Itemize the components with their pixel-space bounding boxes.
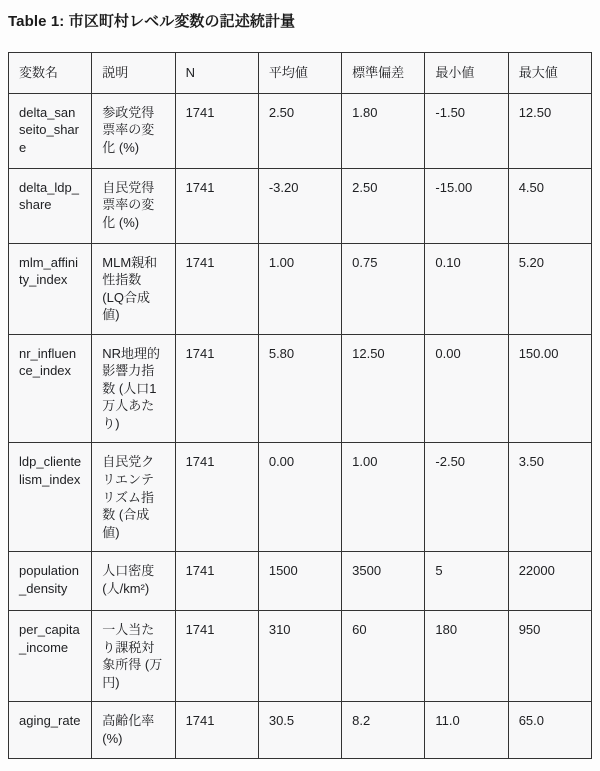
cell-n: 1741 <box>175 702 258 759</box>
table-row <box>9 93 592 168</box>
cell-max: 12.50 <box>508 93 591 168</box>
table-row <box>9 168 592 243</box>
cell-variable-name: ldp_clientelism_index <box>9 443 92 552</box>
cell-description: 自民党クリエンテリズム指数 (合成値) <box>92 443 175 552</box>
page-title: Table 1: 市区町村レベル変数の記述統計量 <box>8 13 296 30</box>
cell-description: 自民党得票率の変化 (%) <box>92 168 175 243</box>
cell-n: 1741 <box>175 611 258 702</box>
col-header-min: 最小値 <box>425 53 508 94</box>
table-row <box>9 611 592 702</box>
cell-min: -2.50 <box>425 443 508 552</box>
cell-n: 1741 <box>175 443 258 552</box>
cell-min: -1.50 <box>425 93 508 168</box>
cell-mean: 2.50 <box>258 93 341 168</box>
cell-max: 22000 <box>508 552 591 611</box>
cell-n: 1741 <box>175 552 258 611</box>
table-row <box>9 443 592 552</box>
header-row <box>9 53 592 94</box>
cell-sd: 2.50 <box>342 168 425 243</box>
cell-sd: 12.50 <box>342 334 425 443</box>
cell-variable-name: mlm_affinity_index <box>9 243 92 334</box>
cell-max: 65.0 <box>508 702 591 759</box>
cell-mean: 0.00 <box>258 443 341 552</box>
cell-max: 950 <box>508 611 591 702</box>
cell-description: 高齢化率 (%) <box>92 702 175 759</box>
cell-n: 1741 <box>175 168 258 243</box>
cell-description: NR地理的影響力指数 (人口1万人あたり) <box>92 334 175 443</box>
table-row <box>9 552 592 611</box>
cell-max: 4.50 <box>508 168 591 243</box>
cell-n: 1741 <box>175 334 258 443</box>
cell-description: MLM親和性指数 (LQ合成値) <box>92 243 175 334</box>
cell-mean: 5.80 <box>258 334 341 443</box>
cell-min: 5 <box>425 552 508 611</box>
table-row <box>9 334 592 443</box>
cell-sd: 3500 <box>342 552 425 611</box>
cell-mean: -3.20 <box>258 168 341 243</box>
cell-description: 人口密度 (人/km²) <box>92 552 175 611</box>
cell-mean: 30.5 <box>258 702 341 759</box>
col-header-max: 最大値 <box>508 53 591 94</box>
cell-variable-name: delta_sanseito_share <box>9 93 92 168</box>
cell-variable-name: delta_ldp_share <box>9 168 92 243</box>
cell-sd: 8.2 <box>342 702 425 759</box>
table-row <box>9 702 592 759</box>
cell-max: 150.00 <box>508 334 591 443</box>
cell-mean: 1500 <box>258 552 341 611</box>
cell-sd: 0.75 <box>342 243 425 334</box>
col-header-mean: 平均値 <box>258 53 341 94</box>
cell-n: 1741 <box>175 243 258 334</box>
cell-mean: 310 <box>258 611 341 702</box>
col-header-sd: 標準偏差 <box>342 53 425 94</box>
cell-min: 0.00 <box>425 334 508 443</box>
cell-variable-name: aging_rate <box>9 702 92 759</box>
cell-variable-name: per_capita_income <box>9 611 92 702</box>
col-header-description: 説明 <box>92 53 175 94</box>
cell-description: 参政党得票率の変化 (%) <box>92 93 175 168</box>
cell-mean: 1.00 <box>258 243 341 334</box>
cell-min: 0.10 <box>425 243 508 334</box>
cell-min: 11.0 <box>425 702 508 759</box>
cell-n: 1741 <box>175 93 258 168</box>
cell-variable-name: nr_influence_index <box>9 334 92 443</box>
cell-sd: 60 <box>342 611 425 702</box>
cell-sd: 1.80 <box>342 93 425 168</box>
cell-max: 3.50 <box>508 443 591 552</box>
cell-min: -15.00 <box>425 168 508 243</box>
cell-max: 5.20 <box>508 243 591 334</box>
col-header-variable-name: 変数名 <box>9 53 92 94</box>
cell-description: 一人当たり課税対象所得 (万円) <box>92 611 175 702</box>
cell-variable-name: population_density <box>9 552 92 611</box>
cell-min: 180 <box>425 611 508 702</box>
cell-sd: 1.00 <box>342 443 425 552</box>
col-header-n: N <box>175 53 258 94</box>
table-row <box>9 243 592 334</box>
descriptive-stats-table <box>8 52 592 759</box>
